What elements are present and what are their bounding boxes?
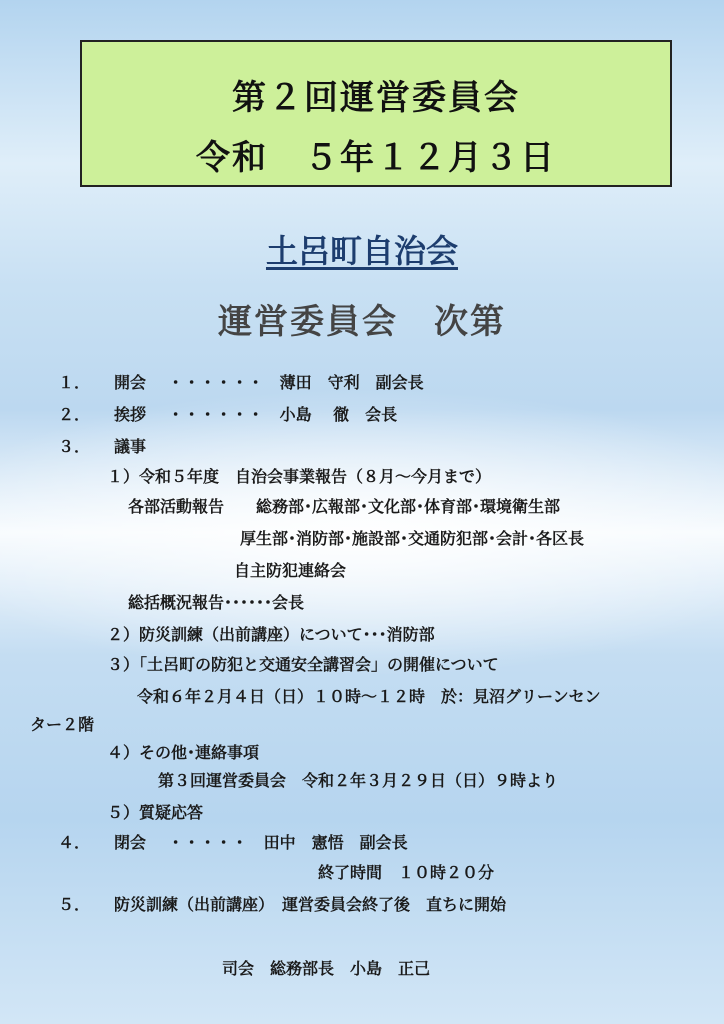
agenda-item-opening: １． 開会 ・・・・・・ 薄田 守利 副会長 xyxy=(58,373,424,392)
agenda-subitem-other: ４）その他･連絡事項 xyxy=(107,743,260,762)
meeting-date: 令和 ５年１２月３日 xyxy=(196,138,556,178)
meeting-title: 第２回運営委員会 xyxy=(232,78,520,118)
agenda-subitem-qa: ５）質疑応答 xyxy=(107,803,204,822)
agenda-item-proceedings: ３． 議事 xyxy=(58,437,147,456)
agenda-departments-2: 厚生部･消防部･施設部･交通防犯部･会計･各区長 xyxy=(240,529,585,548)
agenda-departments-1: 各部活動報告 総務部･広報部･文化部･体育部･環境衛生部 xyxy=(128,497,561,516)
agenda-next-meeting: 第３回運営委員会 令和２年３月２９日（日）９時より xyxy=(158,771,559,790)
agenda-item-greeting: ２． 挨拶 ・・・・・・ 小島 徹 会長 xyxy=(58,405,398,424)
agenda-item-closing: ４． 閉会 ・・・・・ 田中 憲悟 副会長 xyxy=(58,833,408,852)
document-title: 運営委員会 次第 xyxy=(218,302,506,342)
agenda-summary-report: 総括概況報告･･････会長 xyxy=(128,593,305,612)
agenda-item-drill: ５． 防災訓練（出前講座） 運営委員会終了後 直ちに開始 xyxy=(58,895,507,914)
agenda-end-time: 終了時間 １０時２０分 xyxy=(318,863,495,882)
organization-name: 土呂町自治会 xyxy=(265,232,458,270)
agenda-subitem-report: １）令和５年度 自治会事業報告（８月～今月まで） xyxy=(107,467,492,486)
agenda-subitem-drill: ２）防災訓練（出前講座）について･･･消防部 xyxy=(107,625,435,644)
agenda-seminar-date: 令和６年２月４日（日）１０時～１２時 於：見沼グリーンセン xyxy=(137,687,601,706)
agenda-departments-3: 自主防犯連絡会 xyxy=(234,561,347,580)
moderator: 司会 総務部長 小島 正己 xyxy=(222,959,431,978)
agenda-subitem-seminar: ３）「土呂町の防犯と交通安全講習会」の開催について xyxy=(107,655,499,674)
title-box xyxy=(80,40,672,187)
agenda-seminar-date-cont: ター２階 xyxy=(30,715,95,734)
